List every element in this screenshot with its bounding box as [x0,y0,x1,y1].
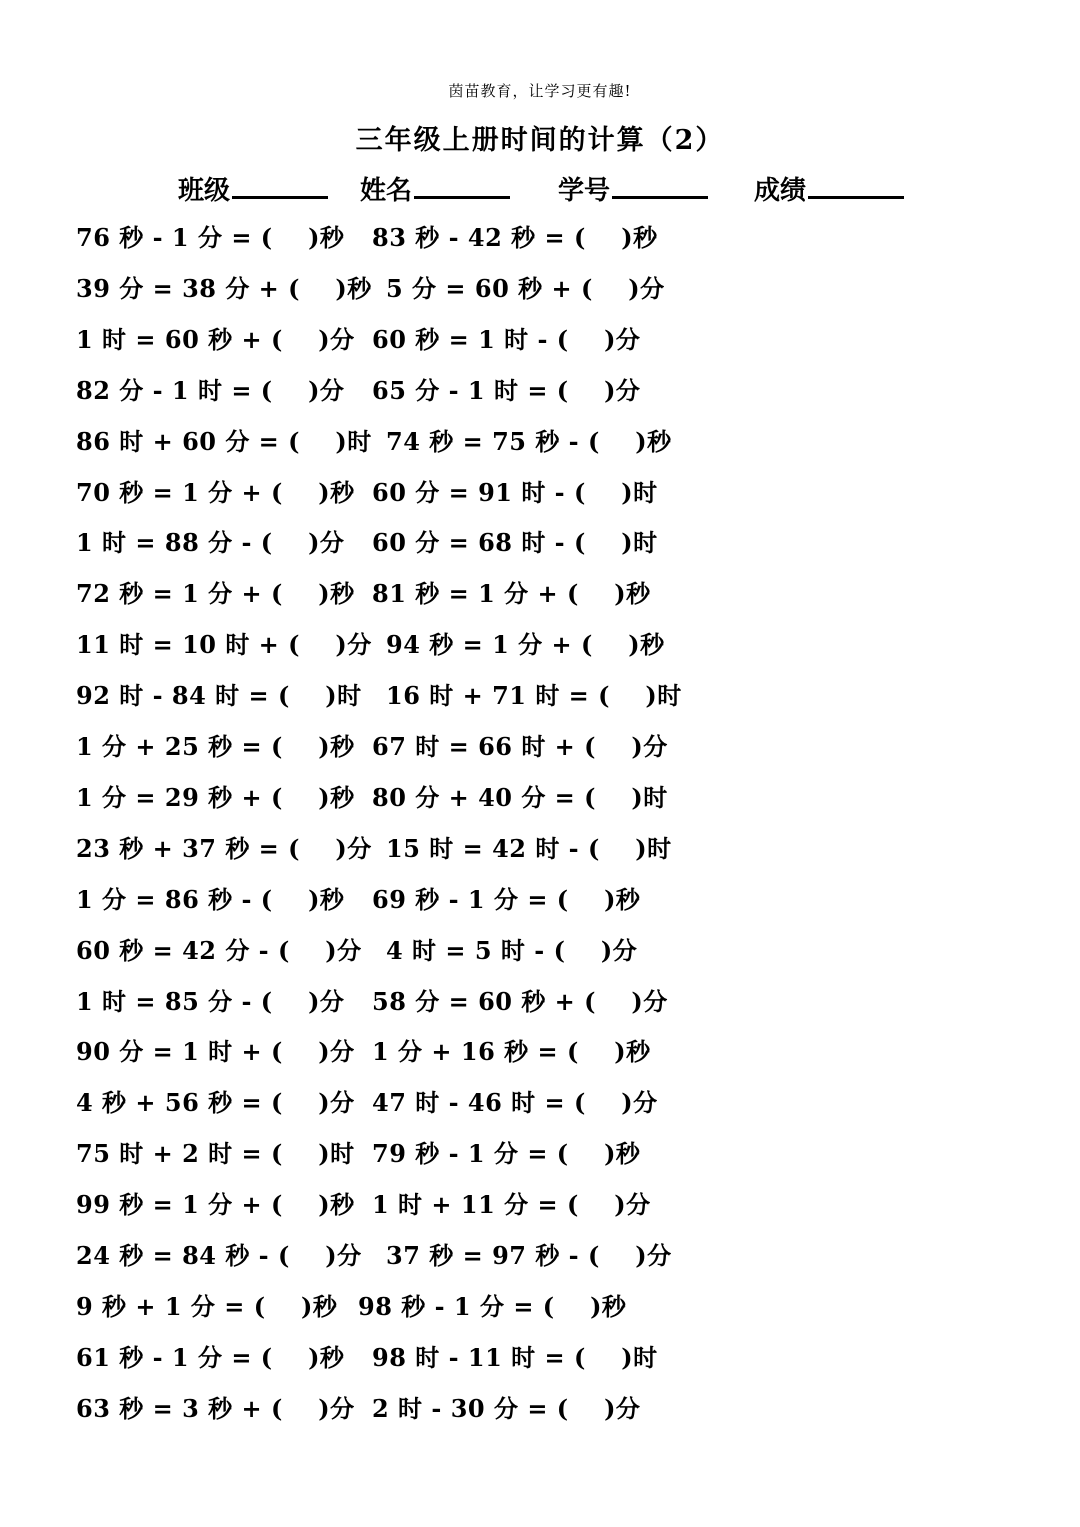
problem-right: 58 分 = 60 秒 + ( )分 [372,987,668,1016]
worksheet-title: 三年级上册时间的计算（2） [355,125,725,156]
problem-left: 63 秒 = 3 秒 + ( )分 [76,1394,355,1423]
problem-row [0,1083,1080,1123]
field-class-label: 班级 [178,176,231,206]
problem-left: 99 秒 = 1 分 + ( )秒 [76,1190,355,1219]
problem-right: 69 秒 - 1 分 = ( )秒 [372,885,641,914]
problem-row [0,1134,1080,1174]
problem-right: 47 时 - 46 时 = ( )分 [372,1088,658,1117]
problem-row [0,676,1080,716]
problem-left: 90 分 = 1 时 + ( )分 [76,1037,355,1066]
problem-row [0,422,1080,462]
header-note: 茵苗教育，让学习更有趣! [448,82,632,100]
field-score-label: 成绩 [754,176,807,206]
problem-left: 1 分 = 29 秒 + ( )秒 [76,783,355,812]
field-student-id-blank [612,174,708,199]
problem-left: 61 秒 - 1 分 = ( )秒 [76,1343,345,1372]
problem-left: 75 时 + 2 时 = ( )时 [76,1139,355,1168]
problem-row [0,1287,1080,1327]
problem-row [0,1389,1080,1429]
problem-right: 15 时 = 42 时 - ( )时 [386,834,672,863]
field-name-blank [414,174,510,199]
problem-row [0,218,1080,258]
problem-right: 81 秒 = 1 分 + ( )秒 [372,579,651,608]
problem-left: 39 分 = 38 分 + ( )秒 [76,274,372,303]
problem-right: 37 秒 = 97 秒 - ( )分 [386,1241,672,1270]
problem-row [0,1338,1080,1378]
problem-row [0,982,1080,1022]
problem-row [0,1032,1080,1072]
problem-right: 65 分 - 1 时 = ( )分 [372,376,641,405]
problem-left: 86 时 + 60 分 = ( )时 [76,427,372,456]
problem-left: 1 时 = 60 秒 + ( )分 [76,325,355,354]
problem-row [0,931,1080,971]
problem-row [0,269,1080,309]
problem-right: 83 秒 - 42 秒 = ( )秒 [372,223,658,252]
problem-left: 70 秒 = 1 分 + ( )秒 [76,478,355,507]
problem-left: 82 分 - 1 时 = ( )分 [76,376,345,405]
problem-right: 4 时 = 5 时 - ( )分 [386,936,638,965]
problem-right: 60 分 = 91 时 - ( )时 [372,478,658,507]
problem-row [0,371,1080,411]
problem-left: 9 秒 + 1 分 = ( )秒 [76,1292,338,1321]
problem-left: 23 秒 + 37 秒 = ( )分 [76,834,372,863]
problem-row [0,727,1080,767]
problem-row [0,829,1080,869]
problem-row [0,473,1080,513]
problem-right: 80 分 + 40 分 = ( )时 [372,783,668,812]
problem-row [0,320,1080,360]
student-info-fields [178,170,1038,206]
problem-row [0,1185,1080,1225]
problem-left: 4 秒 + 56 秒 = ( )分 [76,1088,355,1117]
problem-left: 1 分 + 25 秒 = ( )秒 [76,732,355,761]
problem-right: 94 秒 = 1 分 + ( )秒 [386,630,665,659]
problem-right: 98 时 - 11 时 = ( )时 [372,1343,658,1372]
problem-left: 92 时 - 84 时 = ( )时 [76,681,362,710]
problem-right: 5 分 = 60 秒 + ( )分 [386,274,665,303]
problem-left: 1 时 = 88 分 - ( )分 [76,528,345,557]
problem-row [0,1236,1080,1276]
field-student-id-label: 学号 [558,176,611,206]
field-score [754,170,904,207]
problem-left: 24 秒 = 84 秒 - ( )分 [76,1241,362,1270]
problem-left: 72 秒 = 1 分 + ( )秒 [76,579,355,608]
problem-row [0,778,1080,818]
problem-right: 60 秒 = 1 时 - ( )分 [372,325,641,354]
problem-row [0,523,1080,563]
problem-right: 16 时 + 71 时 = ( )时 [386,681,682,710]
problem-right: 79 秒 - 1 分 = ( )秒 [372,1139,641,1168]
problem-right: 74 秒 = 75 秒 - ( )秒 [386,427,672,456]
problem-row [0,574,1080,614]
field-score-blank [808,174,904,199]
field-student-id [558,170,708,207]
problem-left: 11 时 = 10 时 + ( )分 [76,630,372,659]
field-name-label: 姓名 [360,176,413,206]
problem-right: 67 时 = 66 时 + ( )分 [372,732,668,761]
field-class [178,170,328,207]
problem-right: 1 分 + 16 秒 = ( )秒 [372,1037,651,1066]
field-name [360,170,510,207]
problem-right: 2 时 - 30 分 = ( )分 [372,1394,641,1423]
problem-left: 60 秒 = 42 分 - ( )分 [76,936,362,965]
problem-right: 1 时 + 11 分 = ( )分 [372,1190,651,1219]
problem-left: 1 时 = 85 分 - ( )分 [76,987,345,1016]
problem-right: 60 分 = 68 时 - ( )时 [372,528,658,557]
problem-row [0,880,1080,920]
problem-left: 1 分 = 86 秒 - ( )秒 [76,885,345,914]
problem-left: 76 秒 - 1 分 = ( )秒 [76,223,345,252]
field-class-blank [232,174,328,199]
problem-right: 98 秒 - 1 分 = ( )秒 [358,1292,627,1321]
problem-row [0,625,1080,665]
